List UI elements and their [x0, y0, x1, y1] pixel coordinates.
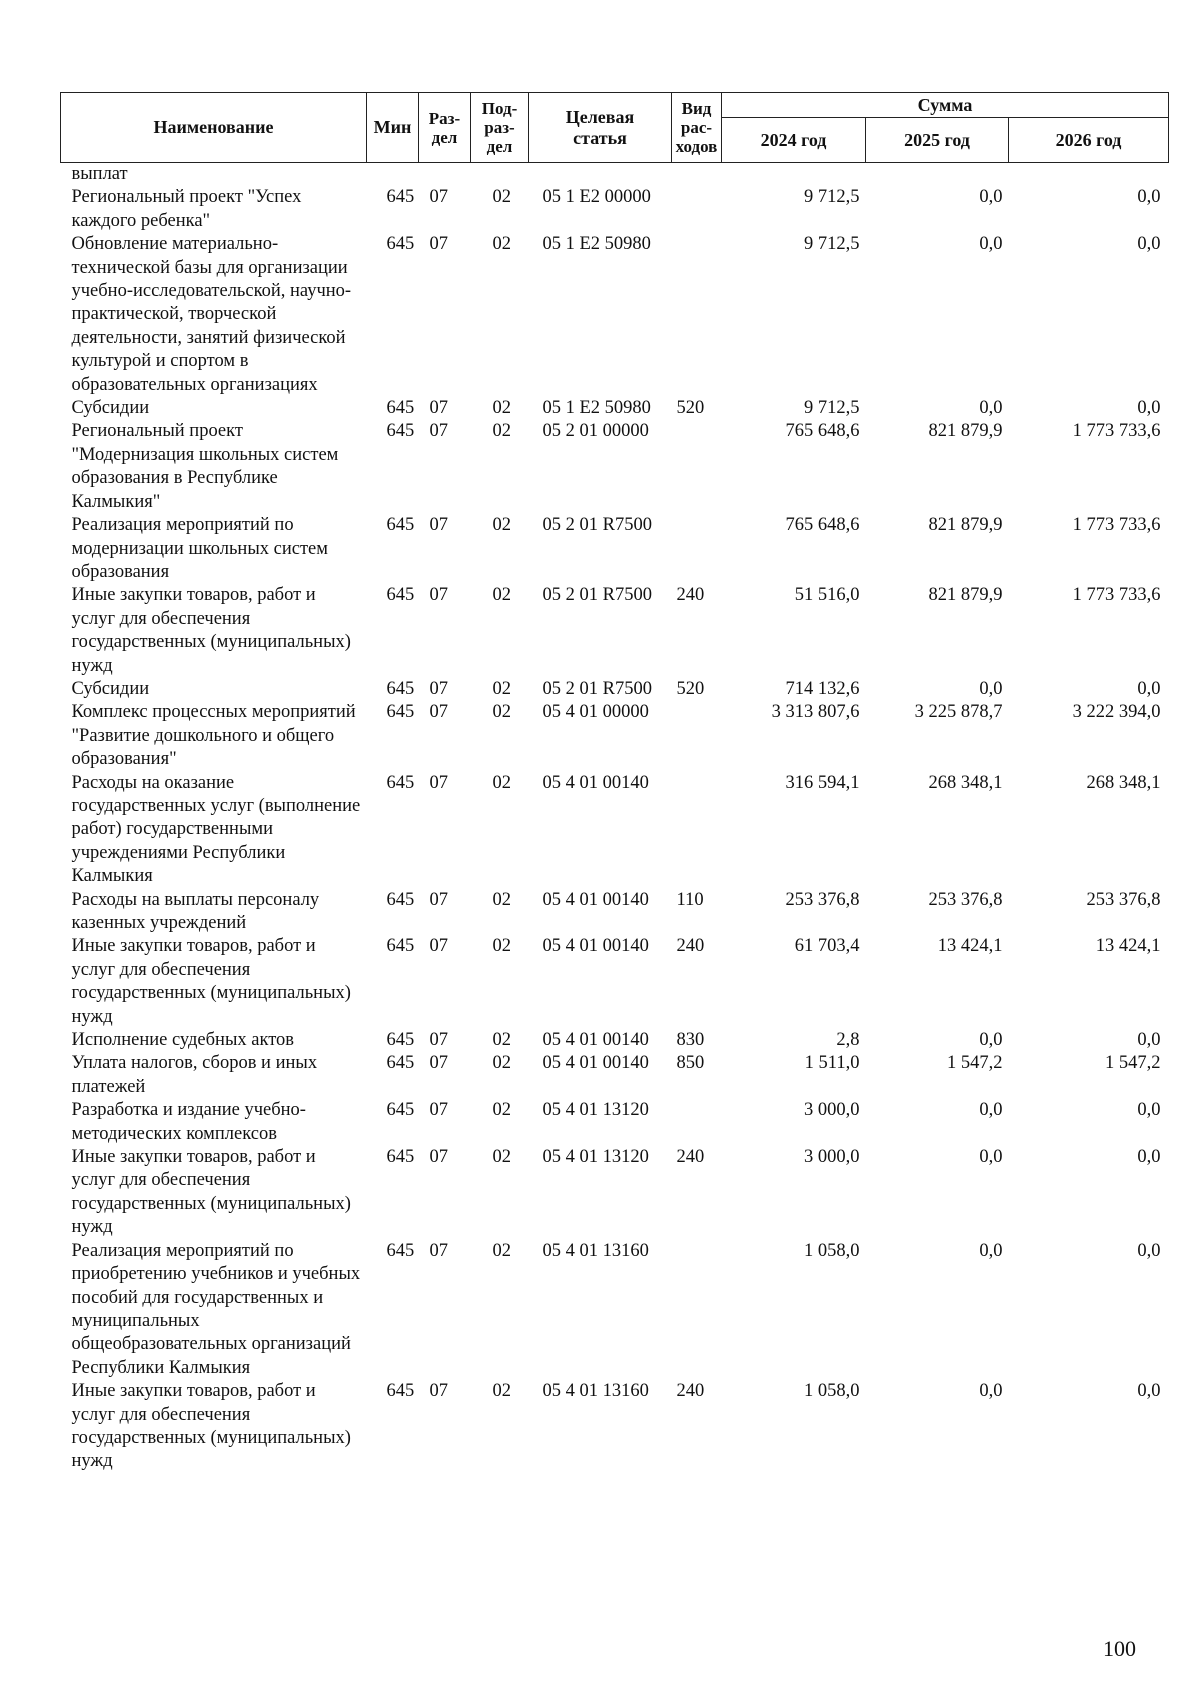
- table-row: [61, 701, 1169, 771]
- row-podrazdel: 02: [492, 1147, 511, 1168]
- row-celevaya: 05 2 01 R7500: [542, 678, 652, 699]
- page-number: 100: [1103, 1636, 1136, 1661]
- row-vid: [672, 701, 722, 771]
- row-razdel: 07: [429, 1053, 448, 1074]
- row-sum-2024: 316 594,1: [785, 772, 860, 793]
- row-name: Реализация мероприятий по приобретению учебников и учебных пособий для государственных и муниципальных общеобразовательных организаций Республики Калмыкия: [71, 1240, 361, 1378]
- row-sum-2025: 821 879,9: [928, 585, 1003, 606]
- row-name: Субсидии: [71, 678, 150, 699]
- row-min: 645: [386, 936, 415, 957]
- row-razdel: 07: [429, 398, 448, 419]
- row-sum-2024: 3 313 807,6: [771, 702, 860, 723]
- row-sum-2025: 821 879,9: [928, 515, 1003, 536]
- row-sum-2025: [866, 163, 1009, 187]
- row-min: 645: [386, 1147, 415, 1168]
- row-vid: 240: [676, 1147, 705, 1168]
- row-podrazdel: 02: [492, 1240, 511, 1261]
- table-row: [61, 1029, 1169, 1052]
- row-sum-2024: 765 648,6: [785, 515, 860, 536]
- row-podrazdel: 02: [492, 1381, 511, 1402]
- row-podrazdel: 02: [492, 936, 511, 957]
- row-vid: [672, 772, 722, 889]
- row-podrazdel: 02: [492, 1053, 511, 1074]
- row-celevaya: 05 4 01 00140: [542, 889, 649, 910]
- row-vid: 830: [676, 1030, 705, 1051]
- row-vid: 240: [676, 936, 705, 957]
- row-razdel: 07: [429, 889, 448, 910]
- row-name: Уплата налогов, сборов и иных платежей: [71, 1053, 318, 1097]
- row-razdel: 07: [429, 1240, 448, 1261]
- row-podrazdel: 02: [492, 678, 511, 699]
- row-razdel: 07: [429, 421, 448, 442]
- row-razdel: 07: [429, 678, 448, 699]
- row-vid: 850: [676, 1053, 705, 1074]
- row-name: Иные закупки товаров, работ и услуг для обеспечения государственных (муниципальных) нужд: [71, 1147, 351, 1238]
- row-vid: 240: [676, 585, 705, 606]
- row-name: Региональный проект "Модернизация школьных систем образования в Республике Калмыкия": [71, 421, 339, 512]
- row-name: Комплекс процессных мероприятий "Развитие дошкольного и общего образования": [71, 702, 356, 770]
- row-celevaya: 05 1 Е2 00000: [542, 187, 651, 208]
- row-sum-2024: 3 000,0: [804, 1147, 860, 1168]
- row-razdel: 07: [429, 772, 448, 793]
- row-celevaya: 05 1 Е2 50980: [542, 398, 651, 419]
- row-sum-2024: 2,8: [836, 1030, 860, 1051]
- row-sum-2026: 13 424,1: [1095, 936, 1161, 957]
- row-sum-2026: 0,0: [1137, 678, 1161, 699]
- row-razdel: 07: [429, 1100, 448, 1121]
- row-celevaya: 05 4 01 00140: [542, 1030, 649, 1051]
- row-min: 645: [386, 702, 415, 723]
- row-sum-2024: 1 511,0: [804, 1053, 860, 1074]
- row-vid: [672, 1240, 722, 1380]
- header-name: Наименование: [61, 93, 367, 163]
- table-row: [61, 186, 1169, 233]
- table-row: [61, 514, 1169, 584]
- header-razdel: Раз- дел: [419, 93, 471, 163]
- row-sum-2026: 0,0: [1137, 234, 1161, 255]
- row-celevaya: 05 1 Е2 50980: [542, 234, 651, 255]
- table-row: [61, 1099, 1169, 1146]
- table-row: [61, 420, 1169, 514]
- row-podrazdel: 02: [492, 421, 511, 442]
- row-sum-2025: 268 348,1: [928, 772, 1003, 793]
- row-sum-2026: 1 547,2: [1105, 1053, 1161, 1074]
- row-podrazdel: 02: [492, 889, 511, 910]
- row-razdel: 07: [429, 187, 448, 208]
- row-razdel: 07: [429, 1030, 448, 1051]
- row-sum-2024: 714 132,6: [785, 678, 860, 699]
- row-celevaya: [529, 163, 672, 187]
- row-name: Обновление материально-технической базы для организации учебно-исследовательской, научно-практической, творческой деятельности, занятий физической культурой и спортом в образовательных организациях: [71, 234, 352, 395]
- row-min: 645: [386, 398, 415, 419]
- row-razdel: 07: [429, 1381, 448, 1402]
- row-name: Иные закупки товаров, работ и услуг для обеспечения государственных (муниципальных) нужд: [71, 1381, 351, 1472]
- row-vid: [672, 163, 722, 187]
- row-vid: [672, 514, 722, 584]
- row-vid: 110: [676, 889, 704, 910]
- row-celevaya: 05 4 01 00140: [542, 936, 649, 957]
- row-min: 645: [386, 421, 415, 442]
- row-sum-2025: 0,0: [979, 398, 1003, 419]
- row-razdel: [419, 163, 471, 187]
- row-vid: [672, 420, 722, 514]
- row-podrazdel: [471, 163, 529, 187]
- row-sum-2026: 1 773 733,6: [1072, 585, 1161, 606]
- row-name: Разработка и издание учебно-методических комплексов: [71, 1100, 306, 1144]
- row-celevaya: 05 4 01 00140: [542, 772, 649, 793]
- row-name: Реализация мероприятий по модернизации школьных систем образования: [71, 515, 328, 582]
- row-name: Региональный проект "Успех каждого ребенка": [71, 187, 302, 231]
- table-row: [61, 397, 1169, 420]
- row-name: Расходы на оказание государственных услуг (выполнение работ) государственными учреждениями Республики Калмыкия: [71, 772, 361, 887]
- table-row: [61, 772, 1169, 889]
- row-sum-2025: 821 879,9: [928, 421, 1003, 442]
- row-razdel: 07: [429, 234, 448, 255]
- table-row: [61, 1146, 1169, 1240]
- row-sum-2026: 3 222 394,0: [1072, 702, 1161, 723]
- header-min: Мин: [367, 93, 419, 163]
- row-name: выплат: [71, 164, 128, 184]
- row-podrazdel: 02: [492, 234, 511, 255]
- row-min: 645: [386, 1030, 415, 1051]
- row-sum-2024: 9 712,5: [804, 187, 860, 208]
- row-sum-2025: 0,0: [979, 187, 1003, 208]
- row-sum-2026: 253 376,8: [1086, 889, 1161, 910]
- row-razdel: 07: [429, 585, 448, 606]
- row-sum-2026: 268 348,1: [1086, 772, 1161, 793]
- table-row: [61, 233, 1169, 397]
- row-min: 645: [386, 1381, 415, 1402]
- row-sum-2024: 61 703,4: [794, 936, 860, 957]
- table-row: [61, 1380, 1169, 1474]
- row-min: 645: [386, 1053, 415, 1074]
- row-sum-2025: 13 424,1: [937, 936, 1003, 957]
- row-celevaya: 05 2 01 00000: [542, 421, 649, 442]
- row-sum-2026: 0,0: [1137, 1100, 1161, 1121]
- header-year-2024: 2024 год: [722, 118, 866, 163]
- row-min: [367, 163, 419, 187]
- header-vid: Вид рас- ходов: [672, 93, 722, 163]
- row-sum-2025: 0,0: [979, 1147, 1003, 1168]
- row-celevaya: 05 2 01 R7500: [542, 515, 652, 536]
- row-podrazdel: 02: [492, 1100, 511, 1121]
- row-sum-2025: 0,0: [979, 1030, 1003, 1051]
- row-vid: 520: [676, 398, 705, 419]
- header-year-2025: 2025 год: [866, 118, 1009, 163]
- row-podrazdel: 02: [492, 772, 511, 793]
- row-podrazdel: 02: [492, 515, 511, 536]
- row-sum-2024: 9 712,5: [804, 234, 860, 255]
- table-row: [61, 935, 1169, 1029]
- row-sum-2026: 0,0: [1137, 398, 1161, 419]
- row-min: 645: [386, 1100, 415, 1121]
- table-row: [61, 1052, 1169, 1099]
- row-sum-2026: 1 773 733,6: [1072, 421, 1161, 442]
- header-summa: Сумма: [722, 93, 1169, 118]
- row-razdel: 07: [429, 936, 448, 957]
- row-razdel: 07: [429, 515, 448, 536]
- row-podrazdel: 02: [492, 1030, 511, 1051]
- table-row: [61, 584, 1169, 678]
- table-body: [61, 163, 1169, 1474]
- row-podrazdel: 02: [492, 398, 511, 419]
- row-sum-2024: 3 000,0: [804, 1100, 860, 1121]
- row-sum-2024: 1 058,0: [804, 1240, 860, 1261]
- row-name: Субсидии: [71, 398, 150, 419]
- row-min: 645: [386, 889, 415, 910]
- row-name: Исполнение судебных актов: [71, 1030, 295, 1051]
- row-min: 645: [386, 1240, 415, 1261]
- row-podrazdel: 02: [492, 585, 511, 606]
- row-name: Иные закупки товаров, работ и услуг для обеспечения государственных (муниципальных) нужд: [71, 585, 351, 676]
- row-sum-2026: 0,0: [1137, 187, 1161, 208]
- row-sum-2024: 51 516,0: [794, 585, 860, 606]
- row-sum-2024: 1 058,0: [804, 1381, 860, 1402]
- header-podrazdel: Под- раз- дел: [471, 93, 529, 163]
- table-row: [61, 889, 1169, 936]
- budget-document: [60, 92, 1168, 1474]
- row-sum-2025: 253 376,8: [928, 889, 1003, 910]
- row-razdel: 07: [429, 702, 448, 723]
- row-min: 645: [386, 234, 415, 255]
- row-vid: 520: [676, 678, 705, 699]
- row-celevaya: 05 4 01 13160: [542, 1240, 649, 1261]
- row-celevaya: 05 2 01 R7500: [542, 585, 652, 606]
- row-sum-2025: 0,0: [979, 1100, 1003, 1121]
- table-row: [61, 163, 1169, 187]
- header-year-2026: 2026 год: [1009, 118, 1169, 163]
- budget-table: [60, 92, 1169, 1474]
- row-sum-2026: 0,0: [1137, 1381, 1161, 1402]
- row-min: 645: [386, 585, 415, 606]
- row-sum-2025: 0,0: [979, 1240, 1003, 1261]
- row-celevaya: 05 4 01 13120: [542, 1100, 649, 1121]
- table-row: [61, 678, 1169, 701]
- row-sum-2024: [722, 163, 866, 187]
- row-sum-2026: 0,0: [1137, 1030, 1161, 1051]
- row-name: Иные закупки товаров, работ и услуг для обеспечения государственных (муниципальных) нужд: [71, 936, 351, 1027]
- row-sum-2024: 765 648,6: [785, 421, 860, 442]
- row-podrazdel: 02: [492, 187, 511, 208]
- table-header: [61, 93, 1169, 163]
- row-sum-2025: 0,0: [979, 234, 1003, 255]
- row-sum-2024: 9 712,5: [804, 398, 860, 419]
- row-sum-2026: 0,0: [1137, 1240, 1161, 1261]
- row-sum-2025: 1 547,2: [947, 1053, 1003, 1074]
- row-celevaya: 05 4 01 00000: [542, 702, 649, 723]
- row-min: 645: [386, 515, 415, 536]
- row-min: 645: [386, 772, 415, 793]
- row-name: Расходы на выплаты персоналу казенных учреждений: [71, 889, 320, 933]
- row-celevaya: 05 4 01 13160: [542, 1381, 649, 1402]
- table-row: [61, 1240, 1169, 1380]
- row-vid: [672, 1099, 722, 1146]
- row-sum-2026: 1 773 733,6: [1072, 515, 1161, 536]
- row-vid: 240: [676, 1381, 705, 1402]
- row-sum-2025: 3 225 878,7: [914, 702, 1003, 723]
- row-sum-2026: 0,0: [1137, 1147, 1161, 1168]
- row-celevaya: 05 4 01 00140: [542, 1053, 649, 1074]
- header-celevaya: Целевая статья: [529, 93, 672, 163]
- row-vid: [672, 233, 722, 397]
- row-vid: [672, 186, 722, 233]
- row-razdel: 07: [429, 1147, 448, 1168]
- row-sum-2026: [1009, 163, 1169, 187]
- row-min: 645: [386, 678, 415, 699]
- row-podrazdel: 02: [492, 702, 511, 723]
- row-celevaya: 05 4 01 13120: [542, 1147, 649, 1168]
- row-sum-2025: 0,0: [979, 1381, 1003, 1402]
- row-sum-2024: 253 376,8: [785, 889, 860, 910]
- row-sum-2025: 0,0: [979, 678, 1003, 699]
- row-min: 645: [386, 187, 415, 208]
